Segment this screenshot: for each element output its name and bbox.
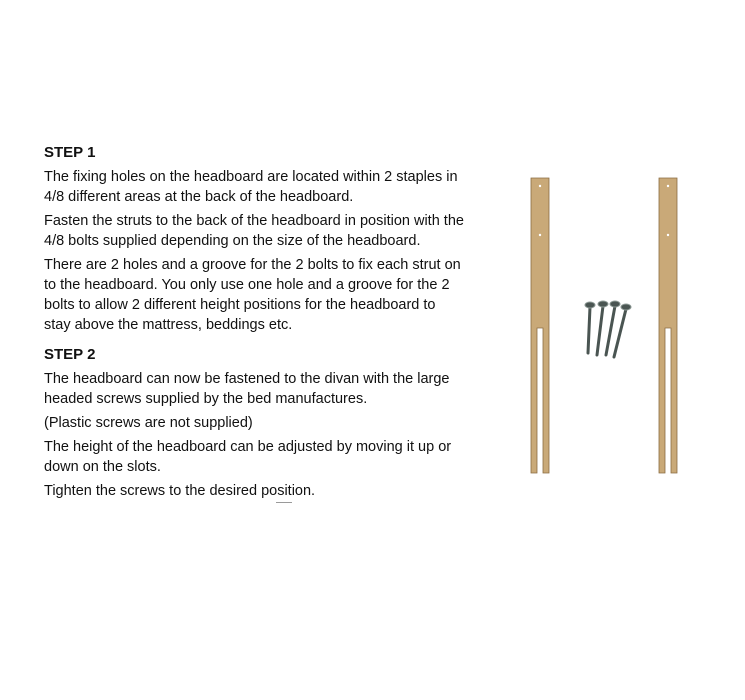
strut-hole	[667, 185, 669, 187]
strut-left	[531, 178, 549, 473]
step2-paragraph-1: The headboard can now be fastened to the divan with the large headed screws supplied by the bed manufactures.	[44, 371, 450, 407]
step2-title: STEP 2	[44, 346, 96, 363]
step1-paragraph-3: There are 2 holes and a groove for the 2 bolts to fix each strut on to the headboard. You only use one hole and a groove for the 2 bolts to allow 2 different height positions for the headboard to stay above the mattress, beddings etc.	[44, 257, 461, 333]
strut-hole	[539, 185, 541, 187]
instructions	[44, 143, 464, 505]
step2-paragraph-3: The height of the headboard can be adjusted by moving it up or down on the slots.	[44, 439, 452, 475]
step2-paragraph-4: Tighten the screws to the desired position.	[44, 483, 316, 499]
product-illustration	[520, 170, 690, 480]
product-image	[520, 170, 690, 480]
strut-right	[659, 178, 677, 473]
bolt	[614, 304, 631, 357]
bolt	[585, 302, 595, 353]
strut-hole	[539, 234, 541, 236]
step2-paragraph-2: (Plastic screws are not supplied)	[44, 415, 253, 431]
strut-hole	[667, 234, 669, 236]
divider	[276, 502, 292, 503]
step1-paragraph-1: The fixing holes on the headboard are located within 2 staples in 4/8 different areas at the back of the headboard.	[44, 169, 458, 205]
bolts	[585, 301, 631, 357]
step1-title: STEP 1	[44, 144, 96, 161]
step1-paragraph-2: Fasten the struts to the back of the headboard in position with the 4/8 bolts supplied depending on the size of the headboard.	[44, 213, 464, 249]
